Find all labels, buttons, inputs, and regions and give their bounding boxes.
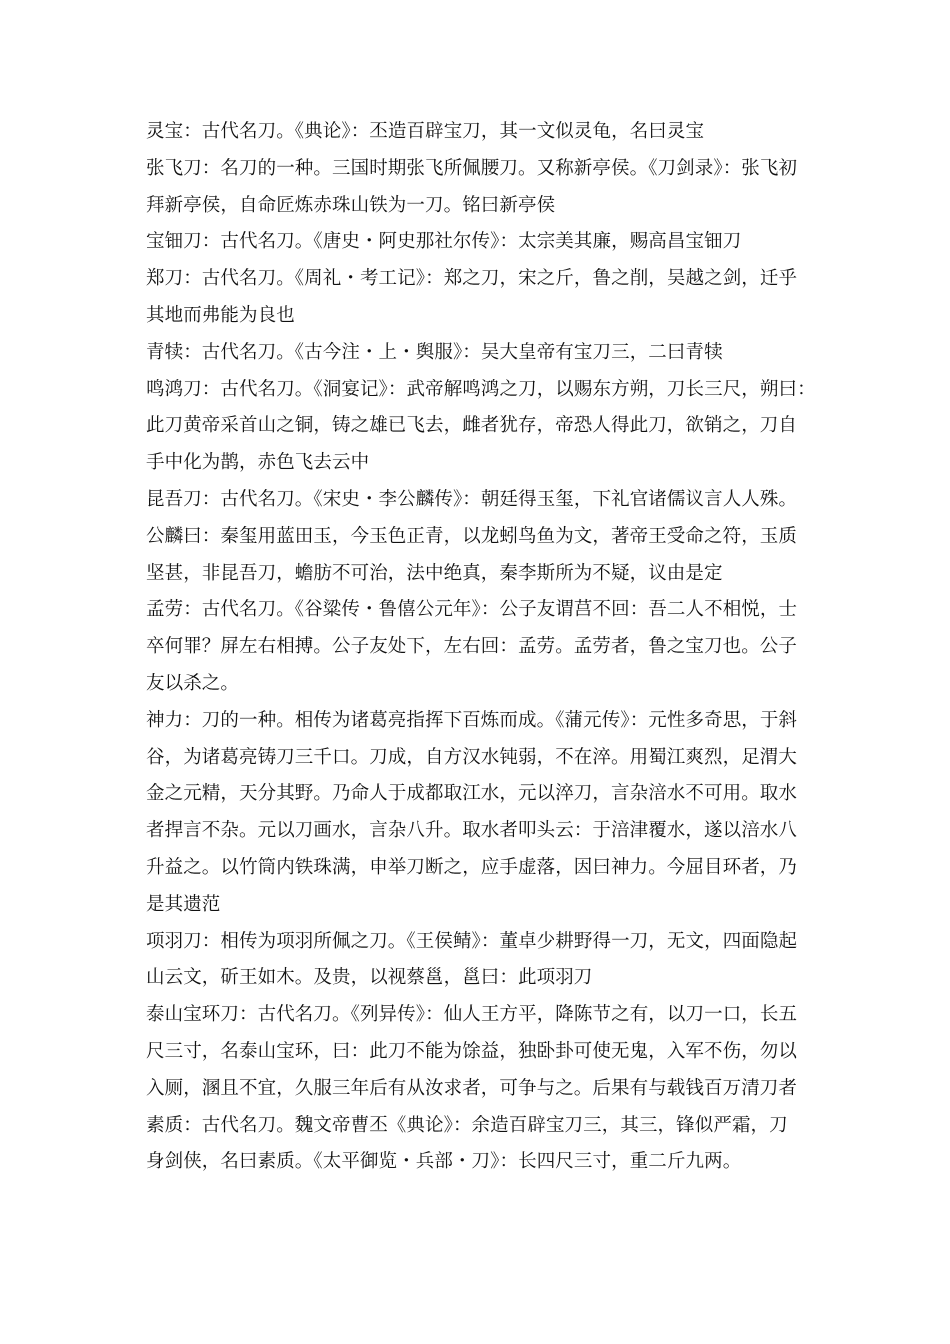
text-line: 孟劳：古代名刀。《谷粱传・鲁僖公元年》：公子友谓莒不回：吾二人不相悦，士 <box>146 599 798 621</box>
text-line: 金之元精，天分其野。乃命人于成都取江水，元以淬刀，言杂涪水不可用。取水 <box>146 783 798 805</box>
text-line: 谷，为诸葛亮铸刀三千口。刀成，自方汉水钝弱，不在淬。用蜀江爽烈，足渭大 <box>146 746 798 768</box>
text-line: 手中化为鹊，赤色飞去云中 <box>146 452 370 474</box>
text-line: 公麟曰：秦玺用蓝田玉，今玉色正青，以龙蚓鸟鱼为文，著帝王受命之符，玉质 <box>146 525 798 547</box>
text-line: 昆吾刀：古代名刀。《宋史・李公麟传》：朝廷得玉玺，下礼官诸儒议言人人殊。 <box>146 488 798 510</box>
text-line: 者捍言不杂。元以刀画水，言杂八升。取水者叩头云：于涪津覆水，遂以涪水八 <box>146 820 798 842</box>
text-line: 卒何罪？屏左右相搏。公子友处下，左右回：孟劳。孟劳者，鲁之宝刀也。公子 <box>146 636 798 658</box>
text-line: 张飞刀：名刀的一种。三国时期张飞所佩腰刀。又称新亭侯。《刀剑录》：张飞初 <box>146 157 798 179</box>
text-line: 其地而弗能为良也 <box>146 304 295 326</box>
text-line: 素质：古代名刀。魏文帝曹丕《典论》：余造百辟宝刀三，其三，锋似严霜，刀 <box>146 1114 788 1136</box>
document-body <box>146 114 816 1181</box>
text-line: 友以杀之。 <box>146 672 240 694</box>
text-line: 郑刀：古代名刀。《周礼・考工记》：郑之刀，宋之斤，鲁之削，吴越之剑，迁乎 <box>146 268 798 290</box>
text-line: 坚甚，非昆吾刀，蟾肪不可治，法中绝真，秦李斯所为不疑，议由是定 <box>146 562 723 584</box>
text-line: 鸣鸿刀：古代名刀。《洞宴记》：武帝解鸣鸿之刀，以赐东方朔，刀长三尺，朔曰： <box>146 378 816 400</box>
text-line: 升益之。以竹筒内铁珠满，申举刀断之，应手虚落，因曰神力。今屈目环者，乃 <box>146 856 798 878</box>
text-line: 身剑侠，名曰素质。《太平御览・兵部・刀》：长四尺三寸，重二斤九两。 <box>146 1151 742 1173</box>
text-line: 山云文，斫王如木。及贵，以视蔡邕，邕曰：此项羽刀 <box>146 967 593 989</box>
text-line: 此刀黄帝采首山之铜，铸之雄已飞去，雌者犹存，帝恐人得此刀，欲销之，刀自 <box>146 415 798 437</box>
text-line: 泰山宝环刀：古代名刀。《列异传》：仙人王方平，降陈节之有，以刀一口，长五 <box>146 1004 798 1026</box>
text-line: 尺三寸，名泰山宝环，曰：此刀不能为馀益，独卧卦可使无鬼，入军不伤，勿以 <box>146 1040 798 1062</box>
text-line: 入厕，溷且不宜，久服三年后有从汝求者，可争与之。后果有与载钱百万清刀者 <box>146 1077 798 1099</box>
text-line: 神力：刀的一种。相传为诸葛亮指挥下百炼而成。《蒲元传》：元性多奇思，于斜 <box>146 709 798 731</box>
text-line: 拜新亭侯，自命匠炼赤珠山铁为一刀。铭曰新亭侯 <box>146 194 556 216</box>
text-line: 灵宝：古代名刀。《典论》：丕造百辟宝刀，其一文似灵龟，名曰灵宝 <box>146 121 705 142</box>
text-line: 宝钿刀：古代名刀。《唐史・阿史那社尔传》：太宗美其廉，赐高昌宝钿刀 <box>146 231 742 253</box>
text-line: 是其遗范 <box>146 893 221 915</box>
text-line: 项羽刀：相传为项羽所佩之刀。《王侯鲭》：董卓少耕野得一刀，无文，四面隐起 <box>146 930 798 952</box>
text-line: 青犊：古代名刀。《古今注・上・舆服》：吴大皇帝有宝刀三，二曰青犊 <box>146 341 723 363</box>
